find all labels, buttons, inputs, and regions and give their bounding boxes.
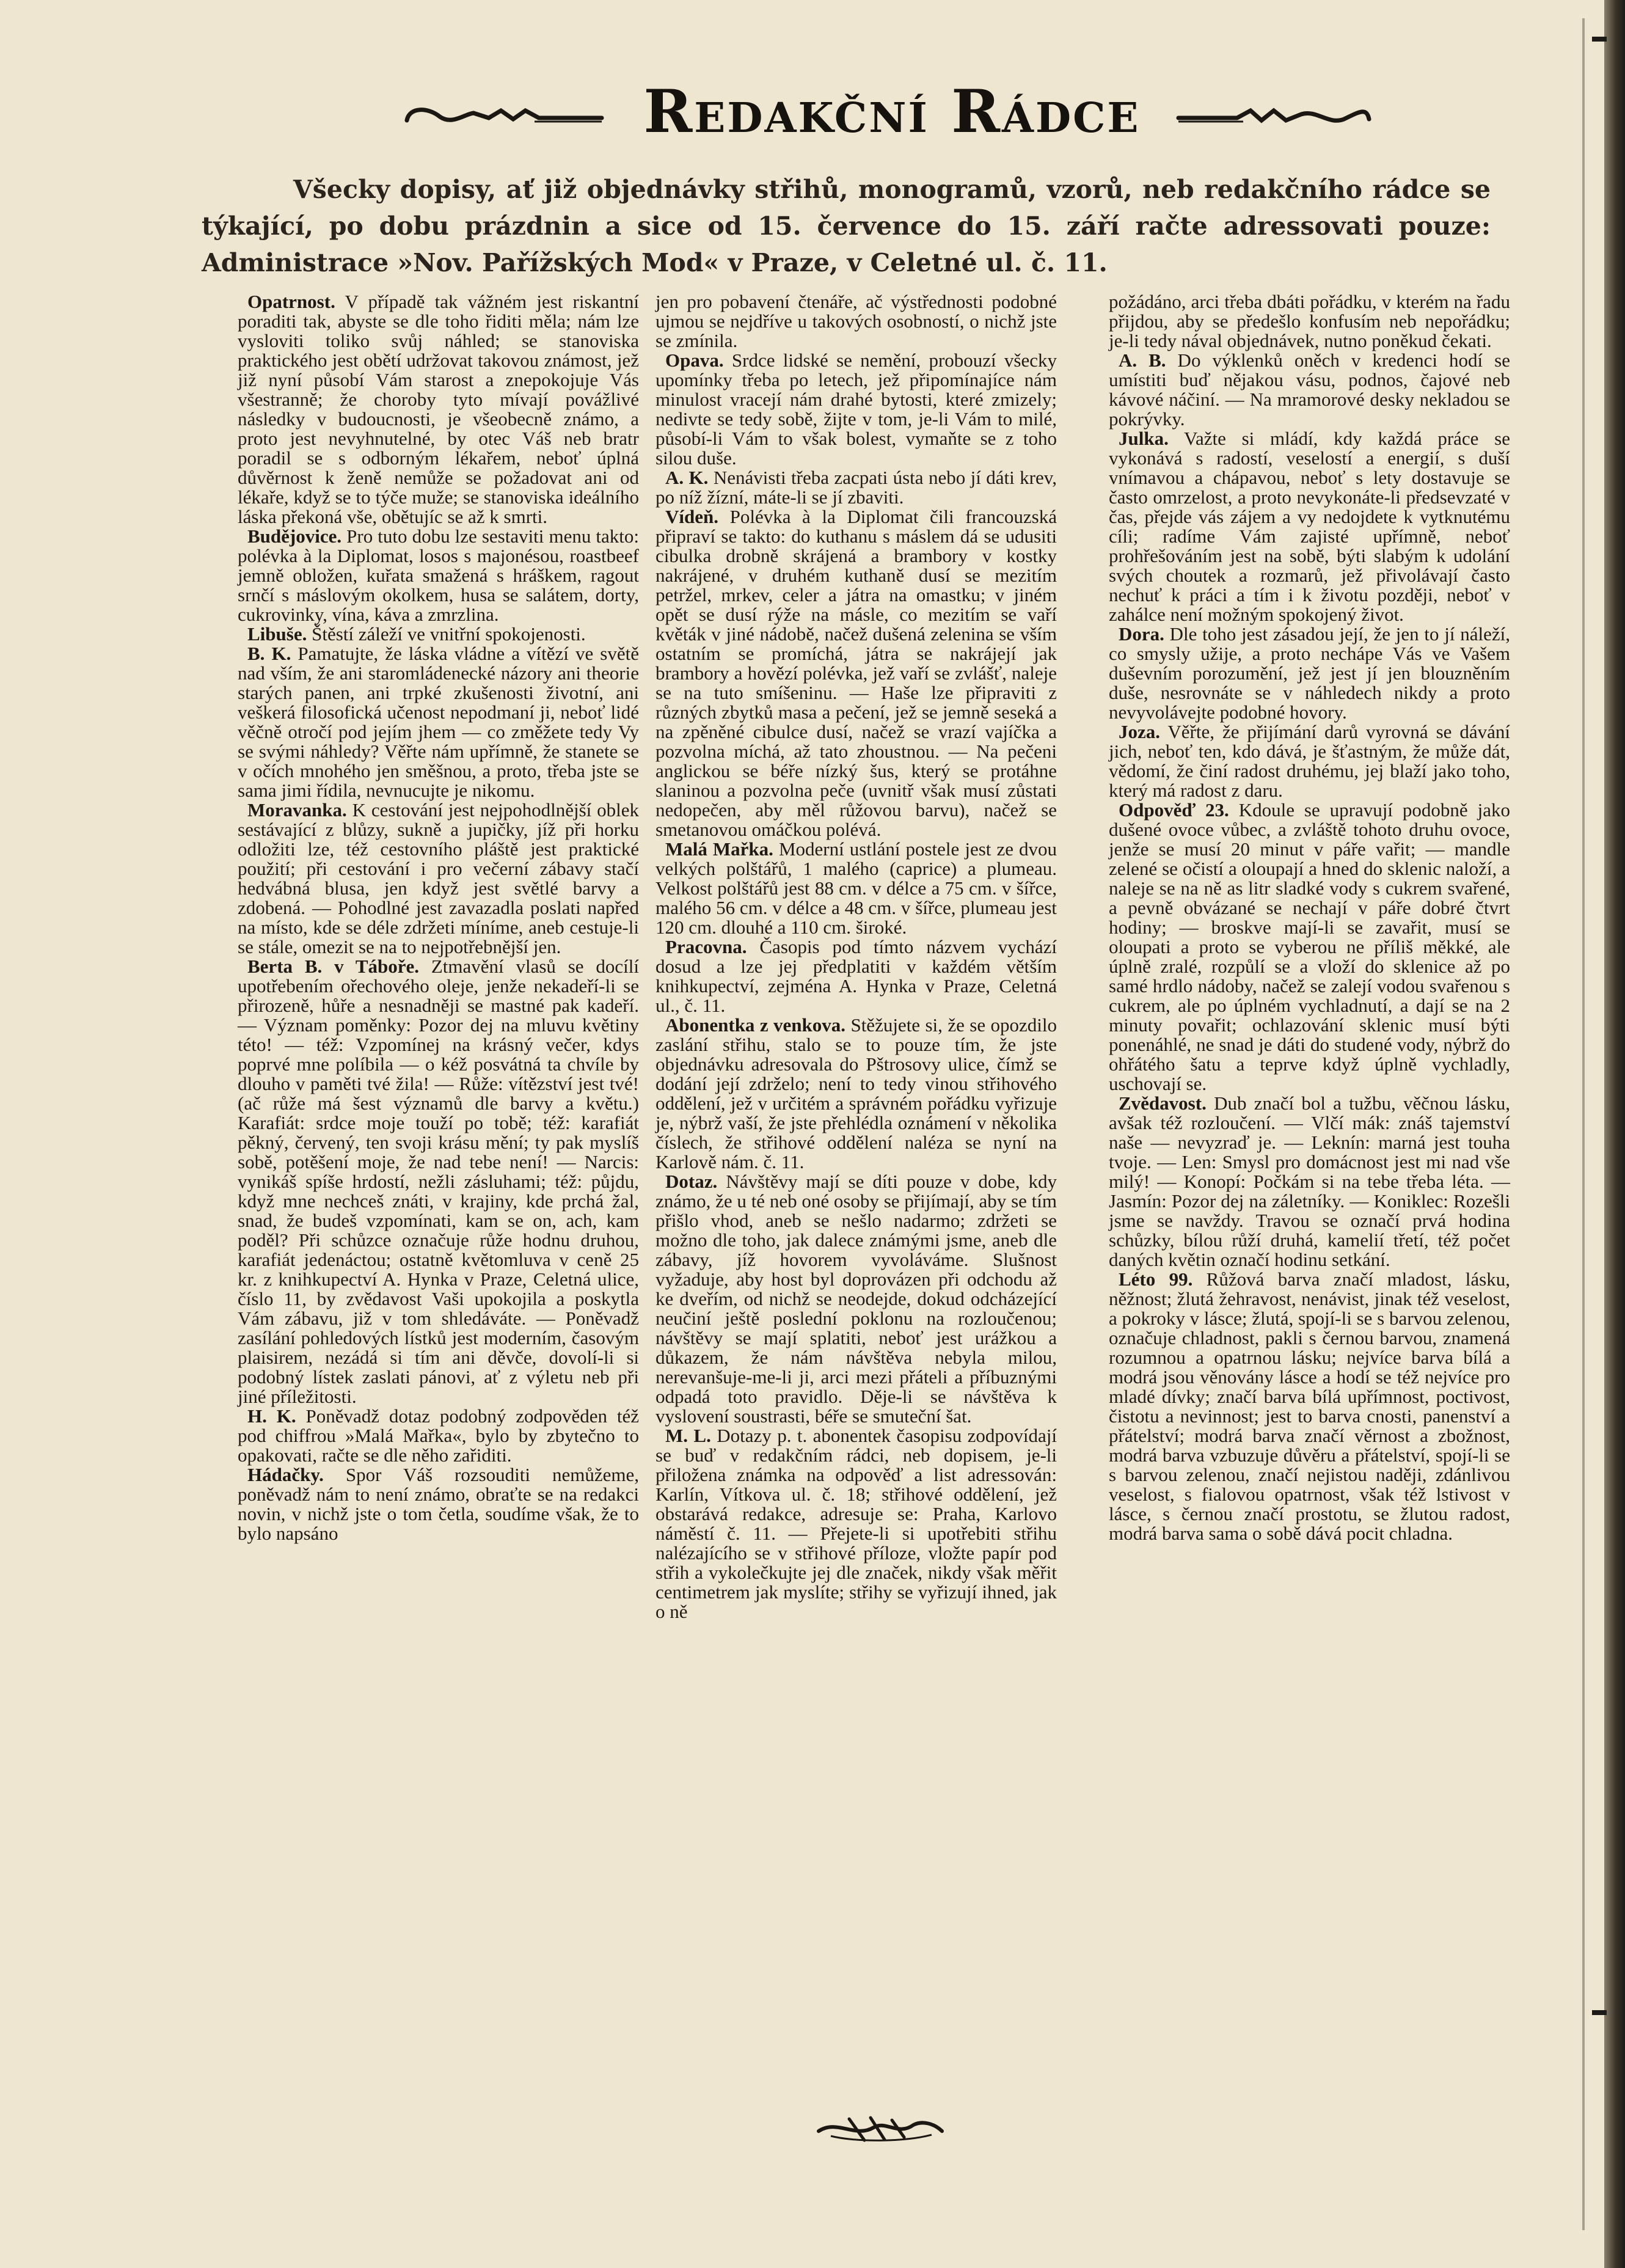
answer-text: Dub značí bol a tužbu, věčnou lásku, avšak též rozloučení. — Vlčí mák: znáš tajemství naše — nevyzraď je. — Leknín: marná jest touha tvoje. — Len: Smysl pro domácnost jest mi nad vše milý! — Konopí: Počkám si na tebe třeba léta. — Jasmín: Pozor dej na záletníky. — Koniklec: Rozešli jsme se navždy. Travou se označí prvá hodina schůzky, bílou růží druhá, kamelií třetí, též počet daných květin označí hodinu setkání. [1109,1092,1510,1270]
correspondent-name: Odpověď 23. [1119,799,1229,821]
correspondent-name: Hádačky. [247,1464,324,1485]
answer-entry [1109,1270,1510,1543]
title-flourish-right [1176,82,1371,150]
answer-entry [655,937,1057,1015]
answer-text: Do výklenků oněch v kredenci hodí se umístiti buď nějakou vásu, podnos, čajové neb kávové náčiní. — Na mramorové desky nekladou se pokrývky. [1109,349,1510,430]
answer-text: K cestování jest nejpohodlnější oblek sestávající z blůzy, sukně a jupičky, jíž při horku odložiti lze, též cestovního pláště jest praktické použití; při cestování i pro večerní zábavy stačí hedvábná blusa, jen když jest světlé barvy a zdobená. — Pohodlné jest zavazadla poslati napřed na místo, kde se déle zdržeti míníme, aneb cestuje-li se stále, omezit se na to nejpotřebnější jen. [238,799,639,957]
answer-text: Ztmavění vlasů se docílí upotřebením ořechového oleje, jenže nekadeří-li se přirozeně, hůře a nesnadněji se mastné pak kadeří. — Význam poměnky: Pozor dej na mluvu květiny této! — též: Vzpomínej na krásný večer, kdys poprvé mne políbila — o kéž posvátná ta chvíle by dlouho v paměti tvé žila! — Růže: vítězství jest tvé! (ač růže má šest významů dle barvy a květu.) Karafiát: srdce moje touží po tobě; též: karafiát pěkný, červený, ten svoji krásu mění; ty pak myslíš sobě, potěšení moje, že nad tebe není! — Narcis: vynikáš spíše hrdostí, nežli zásluhami; též: půjdu, když mne nechceš znáti, v krajiny, kde prchá žal, snad, že budeš vzpomínati, kam se on, ach, kam poděl? Při schůzce označuje růže hodnu druhou, karafiát jedenáctou; ostatně květomluva v ceně 25 kr. z knihkupectví A. Hynka v Praze, Celetná ulice, číslo 11, by zvědavost Vaši upokojila a poskytla Vám zábavu, již v tom shledáváte. — Poněvadž zasílání pohledových lístků jest moderním, časovým plaisirem, nezádá si tím ani děvče, dovolí-li si podobný lístek zaslati pánovi, ať z výletu neb při jiné příležitosti. [238,956,639,1407]
answer-entry [1109,429,1510,624]
answer-text: Poněvadž dotaz podobný zodpověden též pod chiffrou »Malá Mařka«, bylo by zbytečno to opakovati, račte se dle něho zařiditi. [238,1405,639,1466]
correspondent-name: Abonentka z venkova. [665,1014,846,1036]
answer-entry [655,840,1057,937]
answer-text: Štěstí záleží ve vnitřní spokojenosti. [307,623,586,645]
answer-entry [1109,800,1510,1094]
correspondent-name: A. K. [665,467,709,488]
correspondent-name: B. K. [247,643,291,664]
answer-entry [1109,624,1510,722]
answer-text: požádáno, arci třeba dbáti pořádku, v kterém na řadu přijdou, aby se předešlo konfusím neb nepořádku; je-li tedy nával objednávek, nutno poněkud čekati. [1109,291,1510,351]
answer-text: Spor Váš rozsouditi nemůžeme, poněvadž nám to není známo, obraťte se na redakci novin, v nichž jste o tom četla, soudíme však, že to bylo napsáno [238,1464,639,1544]
correspondent-name: A. B. [1119,349,1166,371]
answer-text: Růžová barva značí mladost, lásku, něžnost; žlutá žehravost, nenávist, jinak též veselost, a pokroky v lásce; žlutá, spojí-li se s barvou zelenou, označuje chladnost, pakli s černou barvou, znamená rozumnou a opatrnou lásku; nejvíce barva bílá a modrá jsou věnovány lásce a hodí se též nejvíce pro mladé dívky; značí barva bílá upřímnost, poctivost, čistotu a nevinnost; jest to barva cnosti, panenství a přátelství; modrá barva značí věrnost a zbožnost, modrá barva vzbuzuje důvěru a přátelství, spojí-li se s barvou zelenou, značí nejistou naději, zdánlivou veselost, s fialovou opatrnost, však též lstivost v lásce, s černou značí prostotu, se žlutou radost, modrá barva sama o sobě dává pocit chladna. [1109,1268,1510,1544]
correspondent-name: Vídeň. [665,506,718,527]
answer-entry [655,507,1057,840]
binding-mark [1592,37,1607,42]
answer-text: Kdoule se upravují podobně jako dušené ovoce vůbec, a zvláště tohoto druhu ovoce, jenže se musí 20 minut v páře vařit; — mandle zelené se očistí a oloupají a hned do sklenic naloží, a naleje se na ně as litr sladké vody s cukrem svařené, a pevně obvázané se nechají v páře dobré čtvrt hodiny; — broskve mají-li se zavařit, musí se oloupati a proto se vyberou ne příliš měkké, ale úplně zralé, rozpůlí se a vloží do sklenice až po samé hrdlo nádoby, načež se zalejí vodou svařenou s cukrem, ale po úplném vychladnutí, a dají se na 2 minuty povařit; ochlazování sklenic musí býti ponenáhlé, ne snad je dáti do studené vody, nýbrž do ohřátého šatu a teprve když úplně vychladly, uschovají se. [1109,799,1510,1094]
answer-text: Važte si mládí, kdy každá práce se vykonává s radostí, veselostí a energií, s duší vnímavou a chápavou, neboť s lety dostavuje se často omrzelost, a proto nevykonáte-li předsevzaté v čas, přejde vás zájem a vy nedojdete k vytknutému cíli; radíme Vám zajisté upřímně, neboť prohřešováním jest na sobě, býti slabým k udolání svých choutek a rozmarů, jež přivolávají často nechuť k práci a tím i k životu později, neboť v zahálce není možným spokojený život. [1109,428,1510,625]
correspondent-name: Opava. [665,349,724,371]
answer-entry [238,292,639,527]
answer-text: V případě tak vážném jest riskantní poraditi tak, abyste se dle toho řiditi měla; nám lze vysloviti toliko svůj náhled; se stanoviska praktického jest obětí udržovat takovou známost, jež již nyní působí Vám starost a znepokojuje Vás všestranně; že choroby tyto mívají povážlivé následky v budoucnosti, je všeobecně známo, a proto jest nevyhnutelné, by otec Váš neb bratr poradil se s odborným lékařem, neboť úplná důvěrnost k ženě nemůže se požadovat ani od lékaře, když se to týče muže; se stanoviska ideálního láska překoná vše, obětujíc se až k smrti. [238,291,639,527]
administrative-notice: Všecky dopisy, ať již objednávky střihů, monogramů, vzorů, neb redakčního rádce se týkající, po dobu prázdnin a sice od 15. července do 15. září račte adressovati pouze: Administrace »Nov. Pařížských Mod« v Praze, v Celetné ul. č. 11. [202,175,1491,277]
correspondent-name: Pracovna. [665,936,747,957]
correspondent-name: Berta B. v Táboře. [247,956,420,977]
correspondent-name: Opatrnost. [247,291,335,312]
correspondent-name: Budějovice. [247,525,342,547]
answer-text: Polévka à la Diplomat čili francouzská připraví se takto: do kuthanu s máslem dá se udusiti cibulka drobně skrájená a brambory v kostky nakrájené, v druhém kuthaně dusí se mezitím petržel, mrkev, celer a játra na omastku; v jiném opět se dusí rýže na másle, co mezitím se vaří květák v jiné nádobě, načež dušená zelenina se vším ostatním se promíchá, játra se nakrájejí jak brambory a hovězí polévka, jež vaří se zvlášť, naleje se na tuto smíšeninu. — Haše lze připraviti z různých zbytků masa a pečení, jež se jemně seseká a na zpěněné cibulce dusí, načež se vrazí vajíčka a pozvolna míchá, až tato zhoustnou. — Na pečeni anglickou se béře nízký šus, který se protáhne slaninou a pozvolna peče (uvnitř však musí zůstati nedopečen, aby měl růžovou barvu), načež se smetanovou omáčkou polévá. [655,506,1057,840]
answer-entry [655,1172,1057,1426]
answer-text: Dle toho jest zásadou její, že jen to jí náleží, co smysly užije, a proto nechápe Vás ve Vašem duševním porozumění, jež jest jí jen blouzněním duše, nesrovnáte se v náhledech nikdy a proto nevyvolávejte podobné hovory. [1109,623,1510,723]
correspondent-name: Moravanka. [247,799,347,821]
answer-text: Pamatujte, že láska vládne a vítězí ve světě nad vším, že ani staromládenecké názory ani theorie starých panen, ani trpké zkušenosti životní, ani veškerá filosofická učenost nepodmaní ji, neboť lidé věčně otročí pod jejím jhem — co změžete tedy Vy se svými náhledy? Věřte nám upřímně, že stanete se v očích mnohého jen směšnou, a proto, třeba jste se sama jimi řídila, nevnucujte je nikomu. [238,643,639,801]
answer-text: Pro tuto dobu lze sestaviti menu takto: polévka à la Diplomat, losos s majonésou, roastbeef jemně obložen, kuřata smažená s hráškem, ragout srnčí s máslovým okolkem, husa se salátem, dorty, cukrovinky, vína, káva a zmrzlina. [238,525,639,625]
answer-entry [238,644,639,800]
answer-entry [238,1465,639,1543]
page-fold-line [1582,18,1585,2230]
answer-text: Dotazy p. t. abonentek časopisu zodpovídají se buď v redakčním rádci, neb dopisem, je-li přiložena známka na odpověď a list adressován: Karlín, Vítkova ul. č. 18; střihové oddělení, jež obstarává redakce, adresuje se: Praha, Karlovo náměstí č. 11. — Přejete-li si upotřebiti střihu nalézajícího se v střihové příloze, vložte papír pod střih a vykolečkujte jej dle značek, nikdy však měřit centimetrem jak myslíte; střihy se vyřizují ihned, jak o ně [655,1425,1057,1622]
answer-entry [655,468,1057,507]
answer-entry [1109,292,1510,351]
answer-entry [655,351,1057,468]
answer-text: Časopis pod tímto názvem vychází dosud a lze jej předplatiti v každém větším knihkupectví, zejména A. Hynka v Praze, Celetná ul., č. 11. [655,936,1057,1016]
answer-text: jen pro pobavení čtenáře, ač výstřednosti podobné ujmou se nejdříve u takových osobností, o nichž jste se zmínila. [655,291,1057,351]
column-3 [1109,292,1510,1543]
page-title: Redakční Rádce [643,77,1141,146]
answer-entry [238,800,639,957]
answer-text: Nenávisti třeba zacpati ústa nebo jí dáti krev, po níž žízní, máte-li se jí zbaviti. [655,467,1057,508]
answer-entry [655,1426,1057,1622]
answer-text: Stěžujete si, že se opozdilo zaslání střihu, stalo se to pouze tím, že jste objednávku adresovala do Pštrosovy ulice, čímž se dodání její zdrželo; není to tedy vinou střihového oddělení, jež v určitém a správném pořádku vyřizuje je, nýbrž vaší, že jste přehlédla oznámení v několika číslech, že střihové oddělení naléza se nyní na Karlově nám. č. 11. [655,1014,1057,1172]
answer-entry [238,1407,639,1465]
answer-entry [1109,722,1510,800]
correspondent-name: Malá Mařka. [665,838,773,860]
title-flourish-left [403,82,605,150]
footer-vignette-icon [812,2107,947,2149]
column-2 [655,292,1057,1622]
correspondent-name: Zvědavost. [1119,1092,1207,1114]
answer-entry [238,957,639,1407]
correspondent-name: M. L. [665,1425,711,1446]
page-binding-edge [1604,0,1625,2268]
correspondent-name: Joza. [1119,721,1161,742]
correspondent-name: H. K. [247,1405,296,1427]
correspondent-name: Libuše. [247,623,307,645]
answer-entry [655,1015,1057,1172]
answer-entry [1109,1094,1510,1270]
correspondent-name: Julka. [1119,428,1169,449]
answer-entry [655,292,1057,351]
answer-text: Věřte, že přijímání darů vyrovná se dávání jich, neboť ten, kdo dává, je šťastným, že může dát, vědomí, že činí radost druhému, jej blaží jako toho, který má radost z daru. [1109,721,1510,801]
answer-entry [238,624,639,644]
binding-mark [1592,2010,1607,2015]
answer-text: Návštěvy mají se díti pouze v dobe, kdy známo, že u té neb oné osoby se přijímají, aby se tím přišlo vhod, aneb se nešlo nadarmo; zdržeti se možno dle toho, jak dalece známými jsme, aneb dle zábavy, jíž hovorem vyvoláváme. Slušnost vyžaduje, aby host byl doprovázen při odchodu až ke dveřím, od nichž se neodejde, dokud odcházející neučiní ještě poslední poklonu na rozloučenou; návštěvy se mají splatiti, neboť jest urážkou a důkazem, že nám návštěva nebyla milou, nerevanšuje-me-li ji, arci mezi přáteli a příbuznými odpadá toto pravidlo. Děje-li se návštěva k vyslovení soustrasti, béře se smuteční šat. [655,1171,1057,1427]
answer-text: Moderní ustlání postele jest ze dvou velkých polštářů, 1 malého (caprice) a plumeau. Velkost polštářů jest 88 cm. v délce a 75 cm. v šířce, malého 56 cm. v délce a 48 cm. v šířce, plumeau jest 120 cm. dlouhé a 110 cm. široké. [655,838,1057,938]
answer-entry [238,527,639,624]
column-1 [238,292,639,1543]
answer-entry [1109,351,1510,429]
answer-text: Srdce lidské se nemění, probouzí všecky upomínky třeba po letech, jež připomínajíce nám minulost vracejí nám drahé bytosti, které zmizely; nedivte se tedy sobě, žijte v tom, je-li Vám to milé, působí-li Vám to však bolest, vymaňte se z toho silou duše. [655,349,1057,469]
correspondent-name: Léto 99. [1119,1268,1193,1290]
correspondent-name: Dotaz. [665,1171,718,1192]
correspondent-name: Dora. [1119,623,1164,645]
